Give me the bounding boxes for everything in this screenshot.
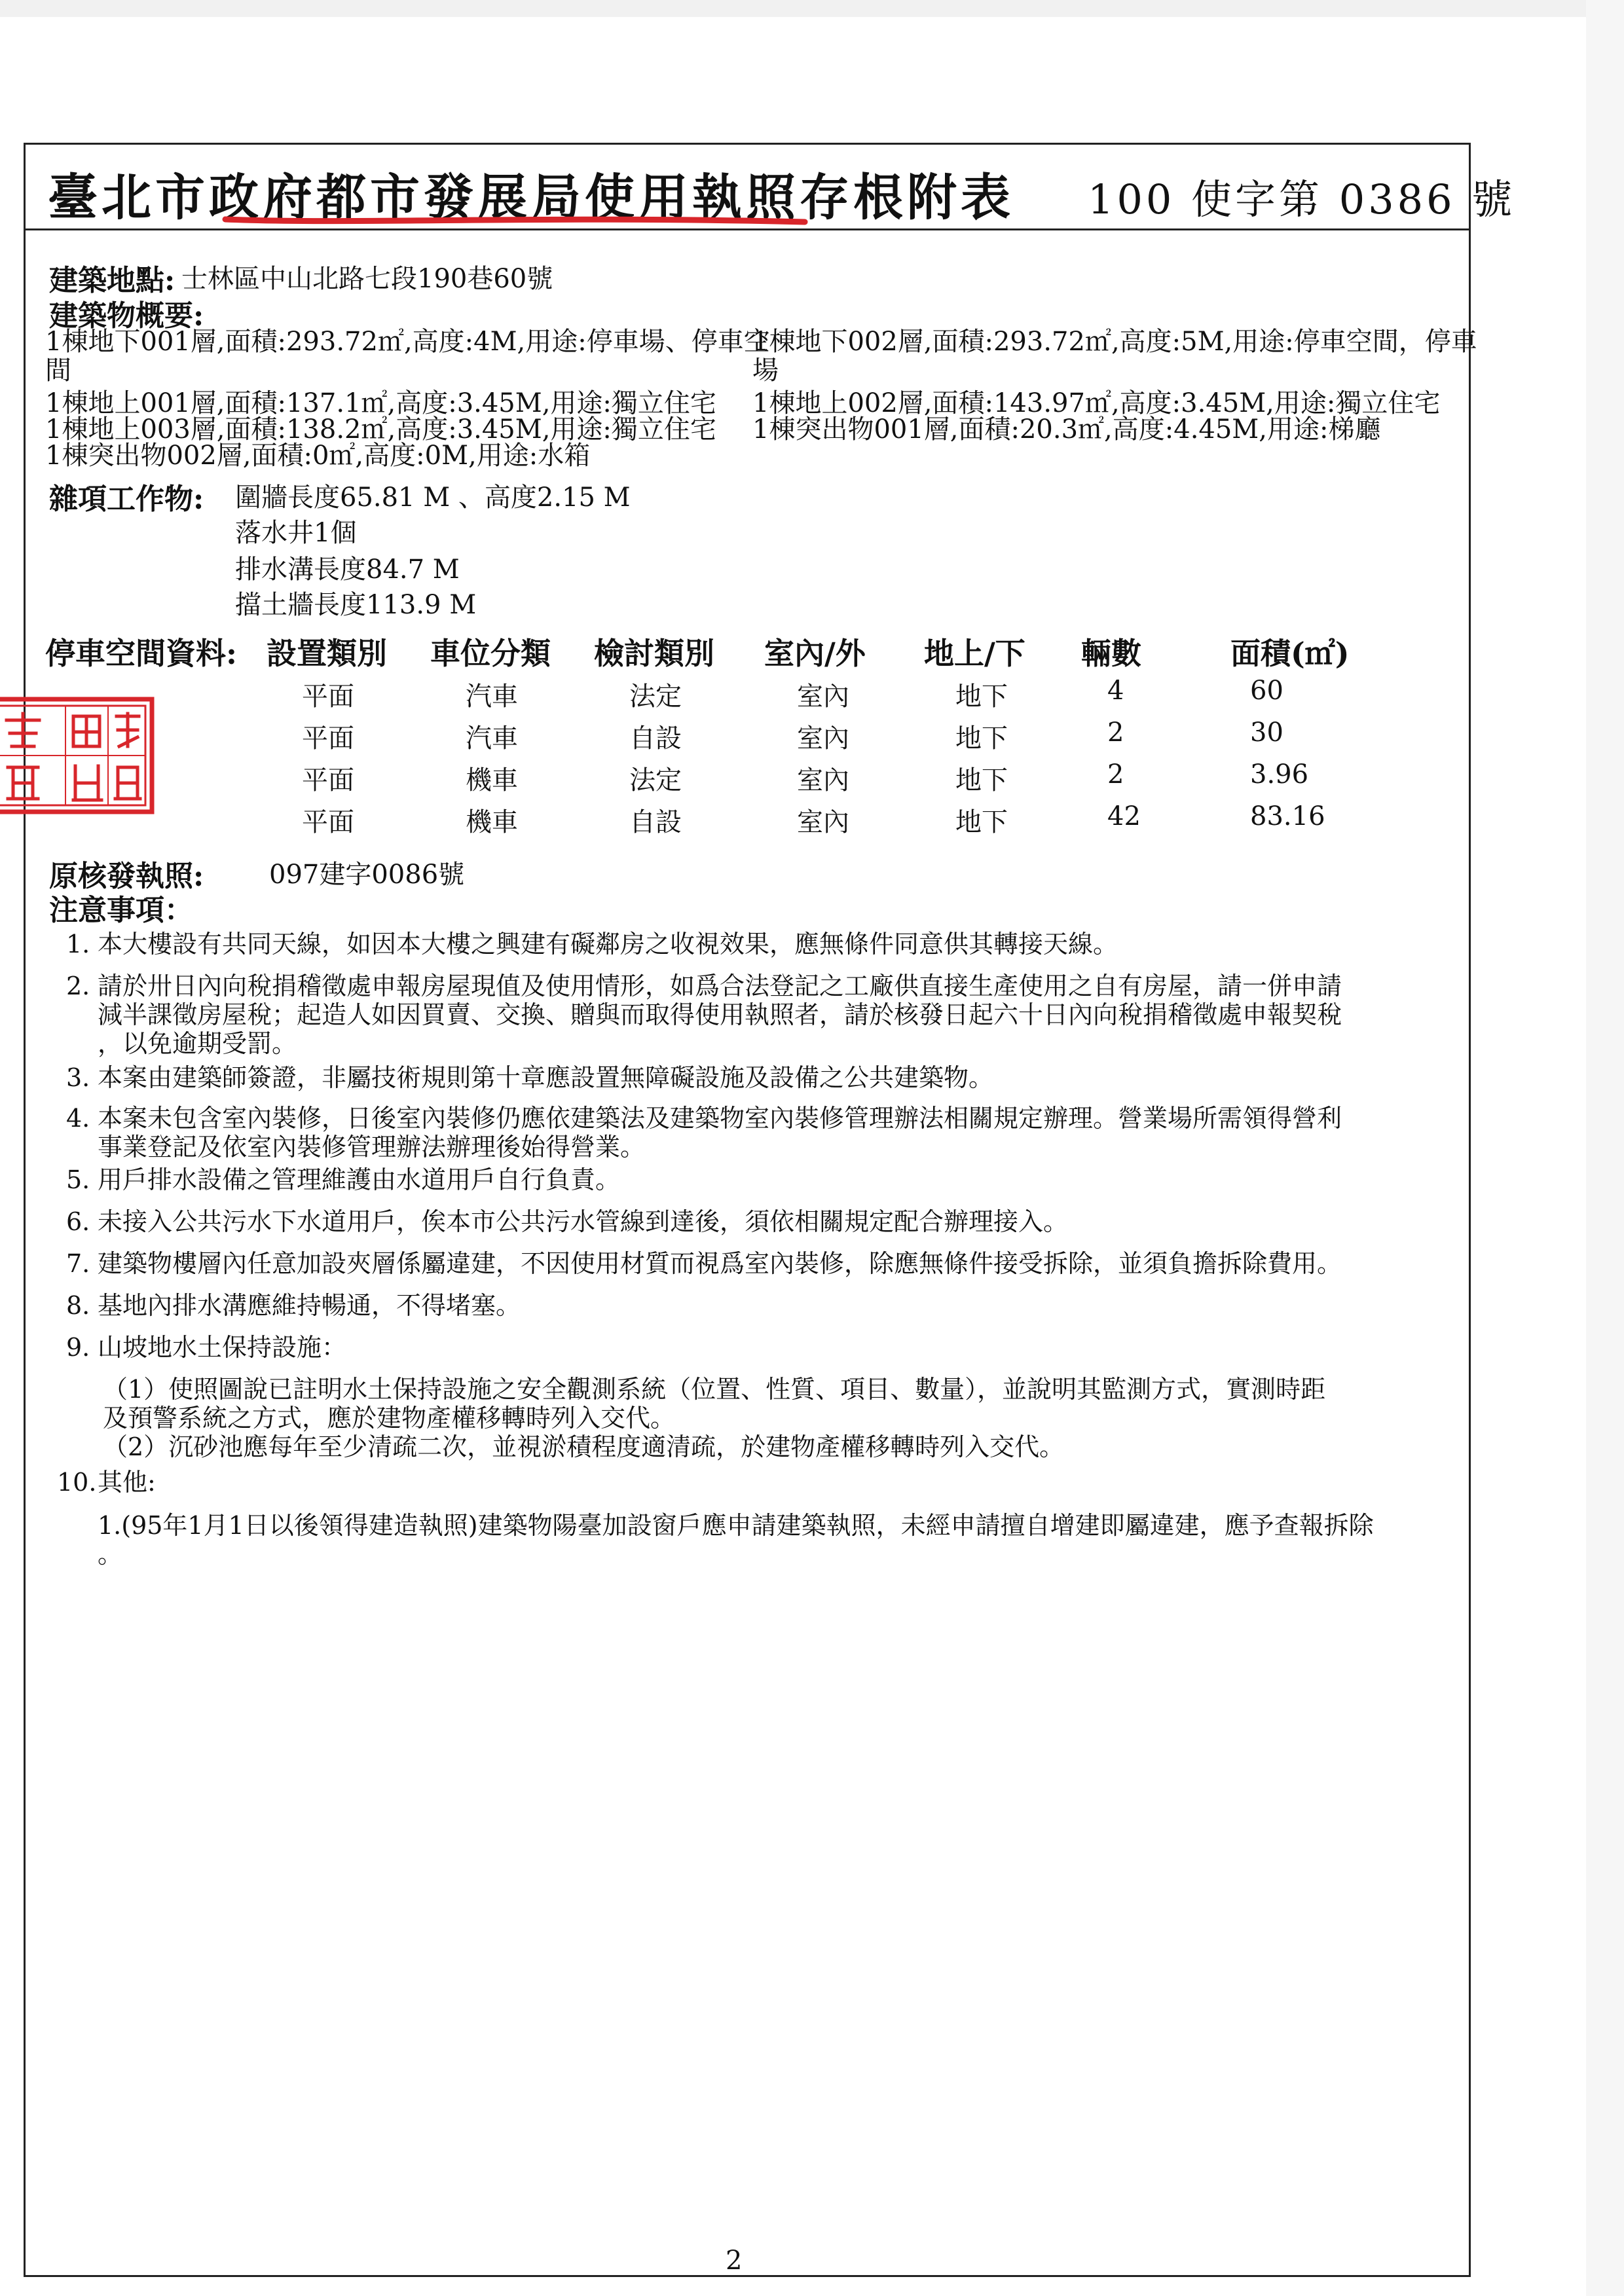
overview-right-1: 1棟地下002層,面積:293.72㎡,高度:5M,用途:停車空間，停車 場: [752, 327, 1477, 386]
parking-header: 檢討類別: [594, 636, 714, 671]
original-license-value: 097建字0086號: [269, 860, 465, 890]
parking-cell: 地下: [955, 765, 1008, 795]
note-text: 本案未包含室內裝修，日後室內裝修仍應依建築法及建築物室內裝修管理辦法相關規定辦理。營業場所需領得營利 事業登記及依室內裝修管理辦法辦理後始得營業。: [98, 1104, 1342, 1161]
overview-left-2: 1棟地上001層,面積:137.1㎡,高度:3.45M,用途:獨立住宅: [45, 388, 716, 418]
permit-number: 100 使字第 0386 號: [1088, 175, 1516, 223]
parking-header: 輛數: [1081, 636, 1141, 671]
page-number: 2: [726, 2246, 743, 2276]
note-text: 建築物樓層內任意加設夾層係屬違建，不因使用材質而視爲室內裝修，除應無條件接受拆除，並須負擔拆除費用。: [98, 1249, 1342, 1278]
parking-cell: 平面: [302, 765, 354, 795]
overview-label: 建築物概要:: [49, 299, 204, 333]
misc-item: 落水井1個: [235, 518, 357, 548]
parking-cell: 汽車: [466, 723, 518, 754]
parking-cell: 地下: [955, 682, 1008, 712]
official-seal-stamp: [0, 694, 164, 818]
parking-cell: 平面: [302, 723, 354, 754]
note-text: 基地內排水溝應維持暢通，不得堵塞。: [98, 1291, 521, 1320]
parking-header: 車位分類: [430, 636, 551, 671]
parking-cell: 機車: [466, 765, 518, 795]
original-license-label: 原核發執照:: [49, 860, 204, 893]
note-number: 8.: [66, 1291, 90, 1320]
overview-right-3: 1棟突出物001層,面積:20.3㎡,高度:4.45M,用途:梯廳: [752, 414, 1381, 445]
note-text: 用戶排水設備之管理維護由水道用戶自行負責。: [98, 1165, 621, 1194]
notes-label: 注意事項：: [49, 894, 193, 927]
parking-cell: 42: [1107, 801, 1141, 831]
note-text: 其他:: [98, 1468, 156, 1497]
parking-cell: 4: [1107, 676, 1124, 706]
note-number: 4.: [66, 1104, 90, 1133]
overview-right-2: 1棟地上002層,面積:143.97㎡,高度:3.45M,用途:獨立住宅: [752, 388, 1441, 418]
note-number: 7.: [66, 1249, 90, 1278]
note-text: 山坡地水土保持設施：: [98, 1333, 347, 1362]
parking-cell: 自設: [629, 723, 682, 754]
parking-cell: 地下: [955, 807, 1008, 837]
parking-cell: 室內: [797, 682, 849, 712]
parking-cell: 機車: [466, 807, 518, 837]
note-text: 本大樓設有共同天線，如因本大樓之興建有礙鄰房之收視效果，應無條件同意供其轉接天線。: [98, 930, 1118, 958]
misc-item: 圍牆長度65.81 M 、高度2.15 M: [235, 483, 631, 513]
note-number: 5.: [66, 1165, 90, 1194]
parking-header: 設置類別: [267, 636, 387, 671]
address-value: 士林區中山北路七段190巷60號: [181, 264, 553, 294]
parking-cell: 自設: [629, 807, 682, 837]
note-subitems: 1.(95年1月1日以後領得建造執照)建築物陽臺加設窗戶應申請建築執照，未經申請擅自增建即屬違建，應予查報拆除 。: [98, 1511, 1374, 1569]
parking-cell: 法定: [629, 765, 682, 795]
parking-cell: 室內: [797, 765, 849, 795]
parking-cell: 2: [1107, 718, 1124, 748]
misc-item: 擋土牆長度113.9 M: [235, 590, 477, 620]
scan-edge-right: [1586, 0, 1624, 2296]
note-text: 請於卅日內向稅捐稽徵處申報房屋現值及使用情形，如爲合法登記之工廠供直接生產使用之自有房屋，請一併申請 減半課徵房屋稅；起造人如因買賣、交換、贈與而取得使用執照者，請於核發日起六十日內向稅捐稽徵處申報契稅 ，以免逾期受罰。: [98, 972, 1342, 1058]
parking-cell: 汽車: [466, 682, 518, 712]
parking-cell: 60: [1250, 676, 1283, 706]
note-text: 未接入公共污水下水道用戶，俟本市公共污水管線到達後，須依相關規定配合辦理接入。: [98, 1207, 1069, 1236]
parking-cell: 83.16: [1250, 801, 1325, 831]
note-text: 本案由建築師簽證，非屬技術規則第十章應設置無障礙設施及設備之公共建築物。: [98, 1063, 994, 1092]
misc-label: 雜項工作物:: [49, 483, 204, 516]
overview-left-3: 1棟地上003層,面積:138.2㎡,高度:3.45M,用途:獨立住宅: [45, 414, 716, 445]
parking-cell: 平面: [302, 682, 354, 712]
parking-cell: 法定: [629, 682, 682, 712]
note-subitems: （1）使照圖說已註明水土保持設施之安全觀測系統（位置、性質、項目、數量），並說明其監測方式，實測時距 及預警系統之方式，應於建物產權移轉時列入交代。 （2）沉砂池應每年至少清疏二次，並視淤積程度適清疏，於建物產權移轉時列入交代。: [103, 1375, 1326, 1461]
note-number: 10.: [57, 1468, 97, 1497]
parking-header: 面積(㎡): [1230, 636, 1350, 671]
parking-cell: 3.96: [1250, 759, 1309, 790]
parking-header: 室內/外: [764, 636, 866, 671]
parking-cell: 30: [1250, 718, 1283, 748]
note-number: 2.: [66, 972, 90, 1000]
parking-header: 地上/下: [924, 636, 1025, 671]
note-number: 9.: [66, 1333, 90, 1362]
note-number: 1.: [66, 930, 90, 958]
note-number: 3.: [66, 1063, 90, 1092]
parking-cell: 室內: [797, 807, 849, 837]
address-label: 建築地點:: [49, 264, 175, 297]
parking-cell: 室內: [797, 723, 849, 754]
document-title: 臺北市政府都市發展局使用執照存根附表: [48, 168, 1014, 227]
parking-label: 停車空間資料:: [45, 636, 237, 671]
parking-cell: 地下: [955, 723, 1008, 754]
red-underline-mark: [222, 210, 811, 230]
parking-cell: 平面: [302, 807, 354, 837]
note-number: 6.: [66, 1207, 90, 1236]
document-frame: [24, 143, 1516, 2277]
title-row: [26, 145, 1516, 230]
parking-cell: 2: [1107, 759, 1124, 790]
scan-edge-top: [0, 0, 1624, 17]
overview-left-4: 1棟突出物002層,面積:0㎡,高度:0M,用途:水箱: [45, 441, 591, 471]
overview-left-1: 1棟地下001層,面積:293.72㎡,高度:4M,用途:停車場、停車空 間: [45, 327, 770, 386]
misc-item: 排水溝長度84.7 M: [235, 555, 460, 585]
